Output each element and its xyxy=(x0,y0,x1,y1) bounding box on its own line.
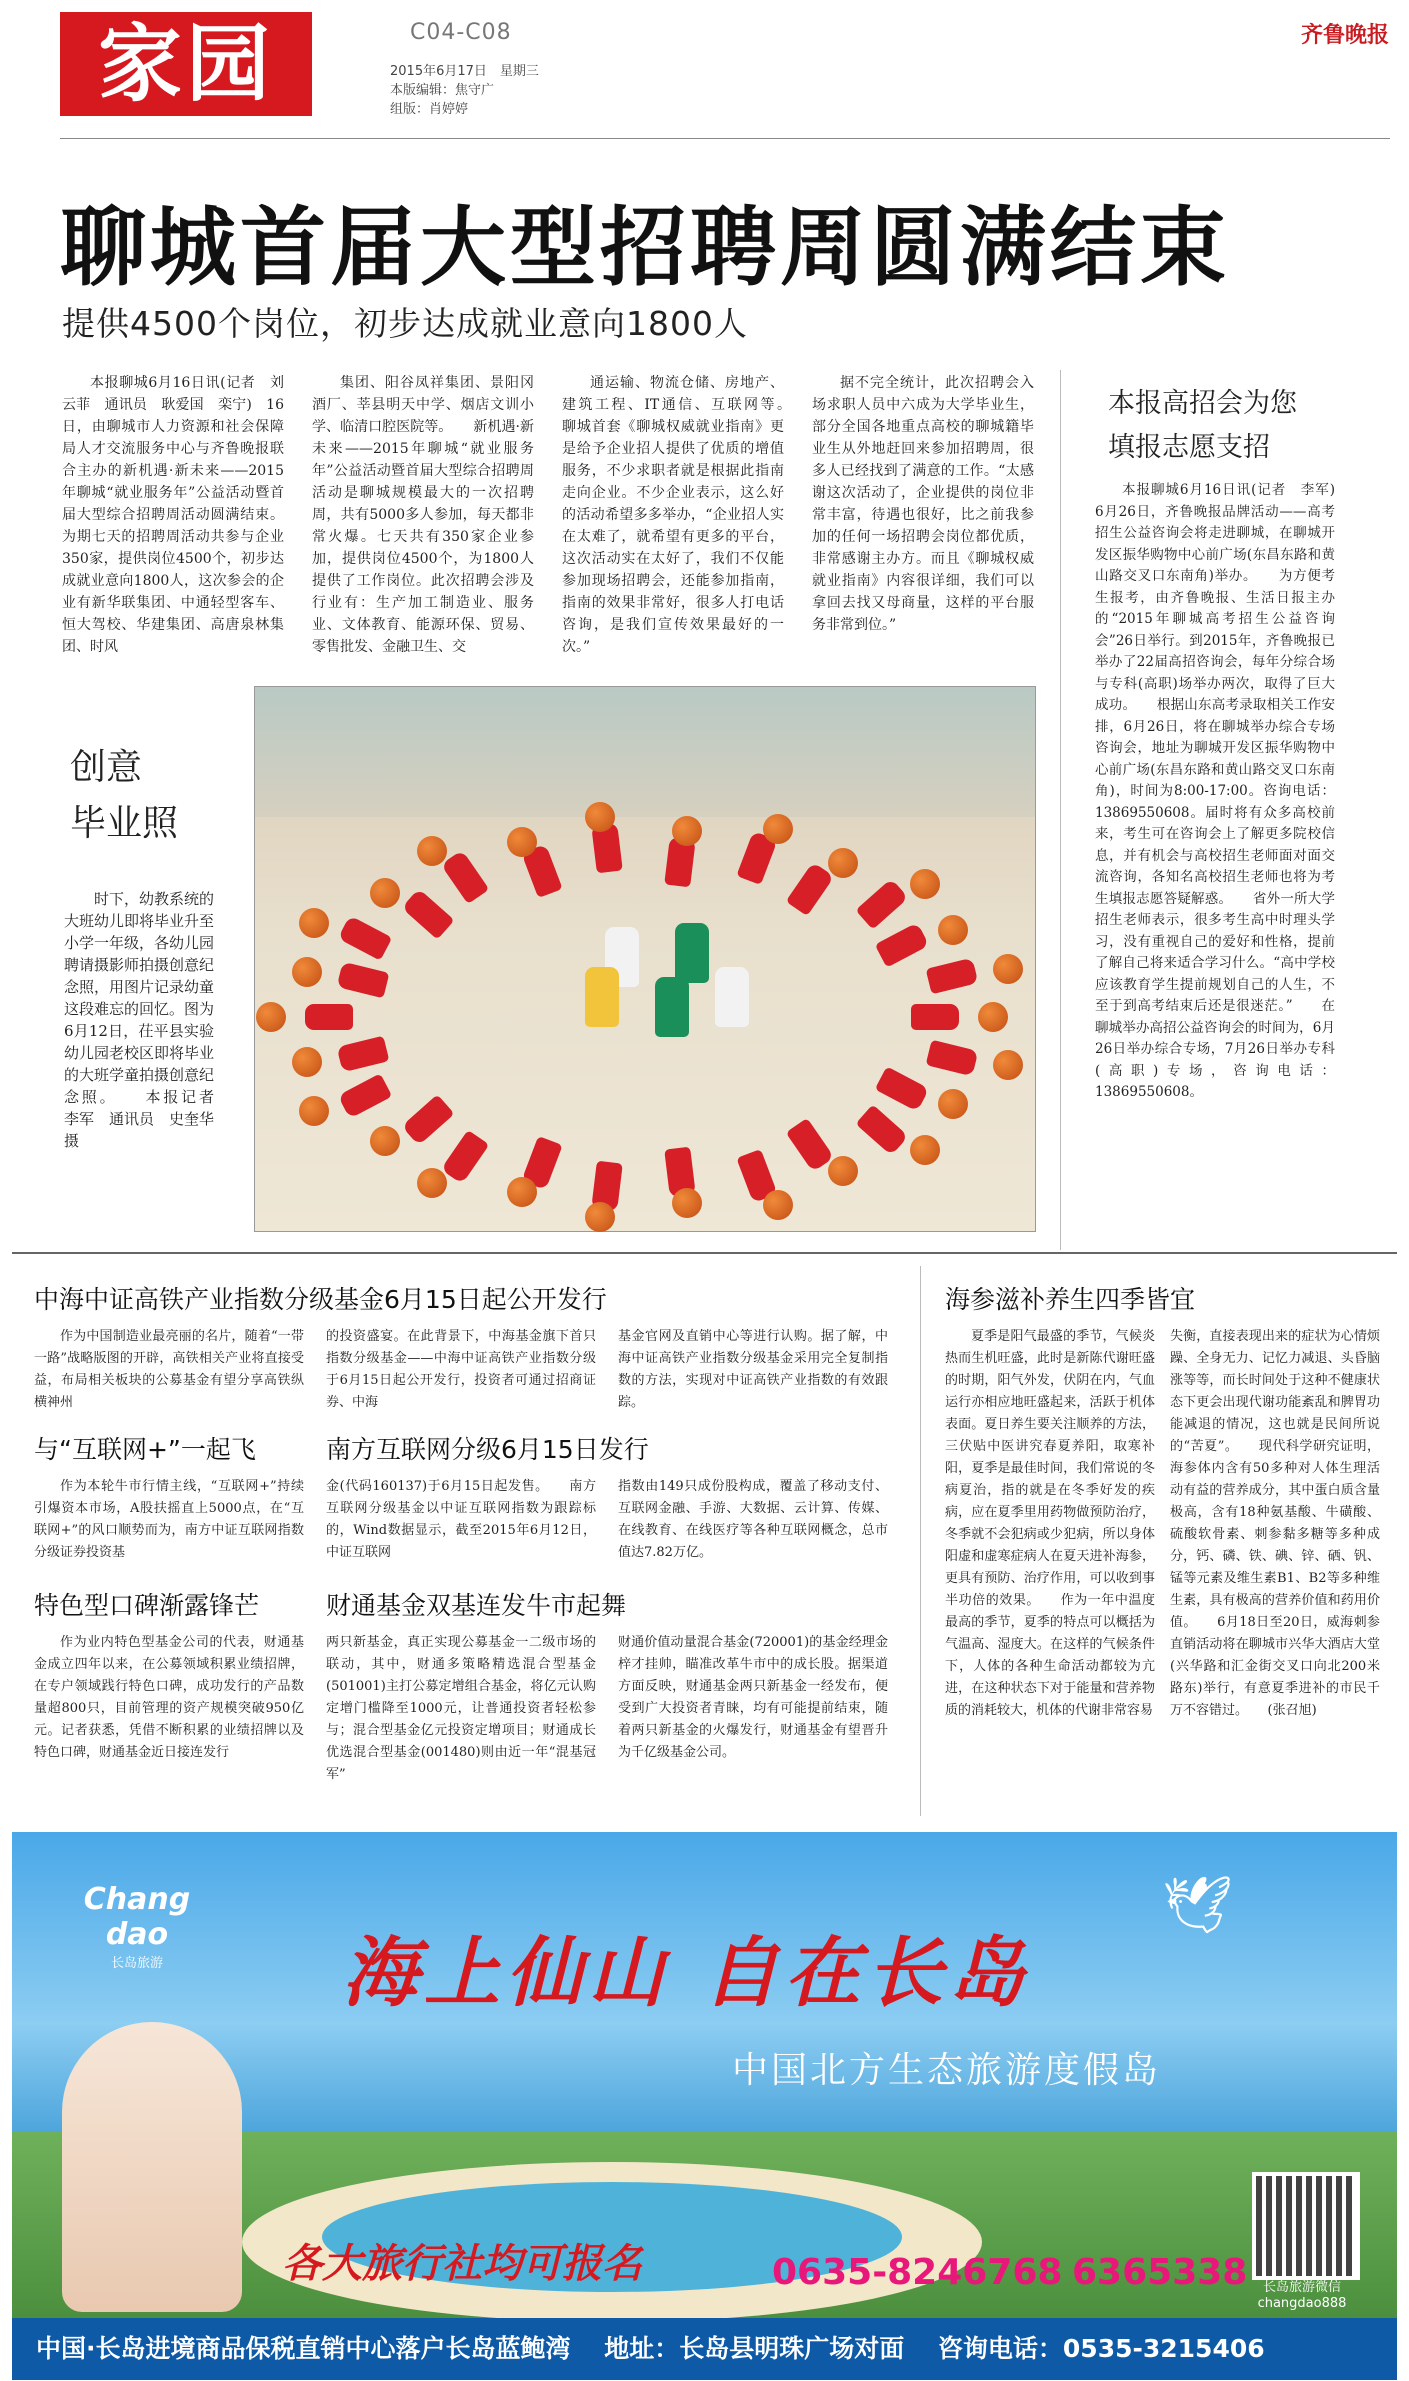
child-figure xyxy=(441,1130,490,1184)
ad-tagline: 中国北方生态旅游度假岛 xyxy=(732,2050,1162,2091)
basketball-icon xyxy=(828,848,858,878)
basketball-icon xyxy=(299,908,329,938)
child-figure xyxy=(855,1104,908,1155)
basketball-icon xyxy=(993,1050,1023,1080)
basketball-icon xyxy=(993,954,1023,984)
child-figure xyxy=(855,879,908,930)
basketball-icon xyxy=(672,816,702,846)
issue-editor: 本版编辑：焦守广 xyxy=(390,83,495,98)
graduation-photo xyxy=(254,686,1036,1232)
issue-meta xyxy=(390,62,539,119)
haishen-body-1: 夏季是阳气最盛的季节，气候炎热而生机旺盛，此时是新陈代谢旺盛的时期，阳气外发，伏阴在内，气血运行亦相应地旺盛起来，活跃于机体表面。夏日养生要关注顺养的方法，三伏贴中医讲究春夏养阳，取寒补阳，夏季是最佳时间，我们常说的冬病夏治，指的就是在冬季好发的疾病，应在夏季里用药物做预防治疗，冬季就不会犯病或少犯病，所以身体阳虚和虚寒症病人在夏天进补海参，更具有预防、治疗作用，可以收到事半功倍的效果。 作为一年中温度最高的季节，夏季的特点可以概括为气温高、湿度大。在这样的气候条件下，人体的各种生命活动都较为亢进，在这种状态下对于能量和营养物质的消耗较大，机体的代谢非常容易 xyxy=(945,1329,1155,1718)
finance-title-4: 特色型口碑渐露锋芒 xyxy=(34,1591,260,1620)
ad-slogan: 海上仙山 自在长岛 xyxy=(342,1928,1031,2017)
basketball-icon xyxy=(910,869,940,899)
basketball-icon xyxy=(507,1177,537,1207)
main-col-4: 据不完全统计，此次招聘会入场求职人员中六成为大学毕业生，部分全国各地重点高校的聊城籍毕业生从外地赶回来参加招聘周，很多人已经找到了满意的工作。“太感谢这次活动了，企业提供的岗位非常丰富，待遇也很好，比之前我参加的任何一场招聘会岗位都优质，非常感谢主办方。而且《聊城权威就业指南》内容很详细，我们可以拿回去找又母商量，这样的平台服务非常到位。” xyxy=(812,375,1034,633)
haishen-body-2: 失衡，直接表现出来的症状为心情烦躁、全身无力、记忆力减退、头昏脑涨等等，而长时间处于这种不健康状态下更会出现代谢功能紊乱和脾胃功能减退的情况，这也就是民间所说的“苦夏”。 现代科学研究证明，海参体内含有50多种对人体生理活动有益的营养成分，其中蛋白质含量极高，含有18种氨基酸、牛磺酸、硫酸软骨素、刺参黏多糖等多种成分，钙、磷、铁、碘、锌、硒、钒、锰等元素及维生素B1、B2等多种维生素，具有极高的营养价值和药用价值。 6月18日至20日，威海刺参直销活动将在聊城市兴华大酒店大堂(兴华路和汇金街交叉口向北200米路东)举行，有意夏季进补的市民千万不容错过。 (张召旭) xyxy=(1170,1329,1380,1718)
finance-body-5a: 两只新基金，真正实现公募基金一二级市场的联动，其中，财通多策略精选混合型基金(501001)主打公募定增组合基金，将亿元认购定增门槛降至1000元，让普通投资者轻松参与；混合型基金亿元投资定增项目；财通成长优选混合型基金(001480)则由近一年“混基冠军” xyxy=(326,1635,596,1782)
child-figure xyxy=(925,958,978,995)
main-col-1: 本报聊城6月16日讯(记者 刘云菲 通讯员 耿爱国 栾宁) 16日，由聊城市人力资源和社会保障局人才交流服务中心与齐鲁晚报联合主办的新机遇·新未来——2015年聊城“就业服务年”公益活动暨首届大型综合招聘周活动圆满结束。为期七天的招聘周活动共参与企业350家，提供岗位4500个，初步达成就业意向1800人，这次参会的企业有新华联集团、中通轻型客车、恒大驾校、华建集团、高唐泉林集团、时风 xyxy=(62,375,284,655)
qr-caption: 长岛旅游微信 changdao888 xyxy=(1257,2280,1347,2311)
ad-phone-2: 6365338 xyxy=(1072,2252,1248,2293)
finance-body-4: 作为业内特色型基金公司的代表，财通基金成立四年以来，在公募领域积累业绩招牌，在专户领域践行特色口碑，成功发行的产品数量超800只，目前管理的资产规模突破950亿元。记者获悉，凭借不断积累的业绩招牌以及特色口碑，财通基金近日接连发行 xyxy=(34,1635,304,1760)
child-figure xyxy=(338,1073,393,1118)
ad-bottom-text: 中国·长岛进境商品保税直销中心落户长岛蓝鲍湾 地址：长岛县明珠广场对面 咨询电话：0535-3215406 xyxy=(36,2334,1265,2363)
child-figure xyxy=(338,915,393,960)
child-figure xyxy=(401,1095,454,1146)
basketball-icon xyxy=(938,915,968,945)
finance-title-2: 与“互联网+”一起飞 xyxy=(34,1435,256,1464)
teacher-figure xyxy=(675,923,709,983)
newspaper-name: 齐鲁晚报 xyxy=(1300,22,1389,48)
teacher-figure xyxy=(655,977,689,1037)
haishen-divider xyxy=(920,1266,921,1816)
finance-body-2: 作为本轮牛市行情主线，“互联网+”持续引爆资本市场，A股扶摇直上5000点，在“互联网+”的风口顺势而为，南方中证互联网指数分级证券投资基 xyxy=(34,1479,304,1560)
qr-code-icon xyxy=(1252,2172,1360,2280)
finance-title-3: 南方互联网分级6月15日发行 xyxy=(326,1435,649,1464)
issue-date: 2015年6月17日 星期三 xyxy=(390,64,539,79)
ad-logo: Chang dao 长岛旅游 xyxy=(83,1882,191,1971)
basketball-icon xyxy=(828,1156,858,1186)
main-headline: 聊城首届大型招聘周圆满结束 xyxy=(60,198,1230,298)
seagull-icon: 🕊 xyxy=(1162,1873,1234,1938)
photo-background-wall xyxy=(255,687,1035,817)
basketball-icon xyxy=(978,1002,1008,1032)
finance-body-3b: 指数由149只成份股构成，覆盖了移动支付、互联网金融、手游、大数据、云计算、传媒、在线教育、在线医疗等各种互联网概念，总市值达7.82万亿。 xyxy=(618,1479,888,1560)
finance-body-3a: 金(代码160137)于6月15日起发售。 南方互联网分级基金以中证互联网指数为跟踪标的，Wind数据显示，截至2015年6月12日，中证互联网 xyxy=(326,1479,596,1560)
finance-body-1a: 作为中国制造业最亮丽的名片，随着“一带一路”战略版图的开辟，高铁相关产业将直接受益，布局相关板块的公募基金有望分享高铁纵横神州 xyxy=(34,1329,304,1410)
finance-body-5b: 财通价值动量混合基金(720001)的基金经理金梓才挂帅，瞄准改革牛市中的成长股。据渠道方面反映，财通基金两只新基金一经发布，便受到广大投资者青睐，均有可能提前结束，随着两只新基金的火爆发行，财通基金有望晋升为千亿级基金公司。 xyxy=(618,1635,888,1760)
child-figure xyxy=(874,1067,929,1112)
child-figure xyxy=(911,1004,959,1030)
finance-title-1: 中海中证高铁产业指数分级基金6月15日起公开发行 xyxy=(34,1285,607,1314)
child-figure xyxy=(441,850,490,904)
child-figure xyxy=(401,888,454,939)
main-col-2: 集团、阳谷凤祥集团、景阳冈酒厂、莘县明天中学、烟店文训小学、临清口腔医院等。 新机遇·新未来——2015年聊城“就业服务年”公益活动暨首届大型综合招聘周活动是聊城规模最大的一次招聘周，共有5000多人参加，每天都非常火爆。七天共有350家企业参加，提供岗位4500个，为1800人提供了工作岗位。此次招聘会涉及行业有：生产加工制造业、服务业、文体教育、能源环保、贸易、零售批发、金融卫生、交 xyxy=(312,375,534,655)
gaokao-body: 本报聊城6月16日讯(记者 李军) 6月26日，齐鲁晚报品牌活动——高考招生公益咨询会将走进聊城，在聊城开发区振华购物中心前广场(东昌东路和黄山路交叉口东南角)举办。 为方便考生报考，由齐鲁晚报、生活日报主办的“2015年聊城高考招生公益咨询会”26日举行。到2015年，齐鲁晚报已举办了22届高招咨询会，每年分综合场与专科(高职)场举办两次，取得了巨大成功。 根据山东高考录取相关工作安排，6月26日，将在聊城举办综合专场咨询会，地址为聊城开发区振华购物中心前广场(东昌东路和黄山路交叉口东南角)，时间为8:00-17:00。咨询电话：13869550608。届时将有众多高校前来，考生可在咨询会上了解更多院校信息，并有机会与高校招生老师面对面交流咨询，各知名高校招生老师也将为考生填报志愿答疑解惑。 省外一所大学招生老师表示，很多考生高中时理头学习，没有重视自己的爱好和性格，提前了解自己将来适合学习什么。“高中学校应该教育学生提前规划自己的人生，不至于到高考结束后还是很迷茫。” 在聊城举办高招公益咨询会的时间为，6月26日举办综合专场，7月26日举办专科(高职)专场，咨询电话：13869550608。 xyxy=(1095,482,1349,1100)
child-figure xyxy=(925,1039,978,1076)
ad-phone-1: 0635-8246768 xyxy=(772,2252,1063,2293)
sidebar-divider xyxy=(1060,370,1061,1250)
finance-body-1b: 的投资盛宴。在此背景下，中海基金旗下首只指数分级基金——中海中证高铁产业指数分级于6月15日起公开发行，投资者可通过招商证券、中海 xyxy=(326,1329,596,1410)
basketball-icon xyxy=(299,1096,329,1126)
basketball-icon xyxy=(292,1047,322,1077)
photo-story-caption: 时下，幼教系统的大班幼儿即将毕业升至小学一年级，各幼儿园聘请摄影师拍摄创意纪念照，用图片记录幼童这段难忘的回忆。图为6月12日，茌平县实验幼儿园老校区即将毕业的大班学童拍摄创意纪念照。 本报记者 李军 通讯员 史奎华 摄 xyxy=(64,890,230,1150)
teacher-figure xyxy=(715,967,749,1027)
basketball-icon xyxy=(370,878,400,908)
issue-layout: 组版：肖婷婷 xyxy=(390,102,469,117)
basketball-icon xyxy=(507,827,537,857)
basketball-icon xyxy=(292,957,322,987)
basketball-icon xyxy=(585,802,615,832)
child-figure xyxy=(337,961,390,998)
basketball-icon xyxy=(256,1002,286,1032)
gaokao-title: 本报高招会为您 填报志愿支招 xyxy=(1108,388,1297,463)
basketball-icon xyxy=(763,814,793,844)
changdao-ad xyxy=(12,1832,1397,2380)
finance-title-5: 财通基金双基连发牛市起舞 xyxy=(326,1591,627,1620)
child-figure xyxy=(785,1118,834,1172)
haishen-title: 海参滋补养生四季皆宜 xyxy=(945,1285,1196,1314)
child-figure xyxy=(337,1036,390,1073)
ad-agencies: 各大旅行社均可报名 xyxy=(282,2241,642,2287)
page-range: C04-C08 xyxy=(410,20,512,45)
basketball-icon xyxy=(938,1089,968,1119)
finance-body-1c: 基金官网及直销中心等进行认购。据了解，中海中证高铁产业指数分级基金采用完全复制指数的方法，实现对中证高铁产业指数的有效跟踪。 xyxy=(618,1329,888,1410)
child-figure xyxy=(874,922,929,967)
child-figure xyxy=(785,861,834,915)
child-figure xyxy=(305,1004,353,1030)
basketball-icon xyxy=(585,1202,615,1232)
basketball-icon xyxy=(417,836,447,866)
basketball-icon xyxy=(763,1190,793,1220)
header-divider xyxy=(60,138,1390,139)
ad-bottom-bar xyxy=(12,2318,1397,2380)
basketball-icon xyxy=(417,1168,447,1198)
basketball-icon xyxy=(370,1126,400,1156)
teacher-figure xyxy=(585,967,619,1027)
section-divider xyxy=(12,1252,1397,1254)
main-col-3: 通运输、物流仓储、房地产、建筑工程、IT通信、互联网等。 聊城首套《聊城权威就业指南》更是给予企业招人提供了优质的增值服务，不少求职者就是根据此指南走向企业。不少企业表示，这么好的活动希望多多举办，“企业招人实在太难了，就希望有更多的平台，这次活动实在太好了，我们不仅能参加现场招聘会，还能参加指南，指南的效果非常好，很多人打电话咨询，是我们宣传效果最好的一次。” xyxy=(562,375,812,655)
main-subhead: 提供4500个岗位，初步达成就业意向1800人 xyxy=(62,304,748,343)
basketball-icon xyxy=(672,1188,702,1218)
section-logo: 家园 xyxy=(60,12,312,116)
ad-girl-figure xyxy=(62,2022,242,2312)
photo-story-title: 创意 毕业照 xyxy=(70,747,179,844)
basketball-icon xyxy=(910,1135,940,1165)
